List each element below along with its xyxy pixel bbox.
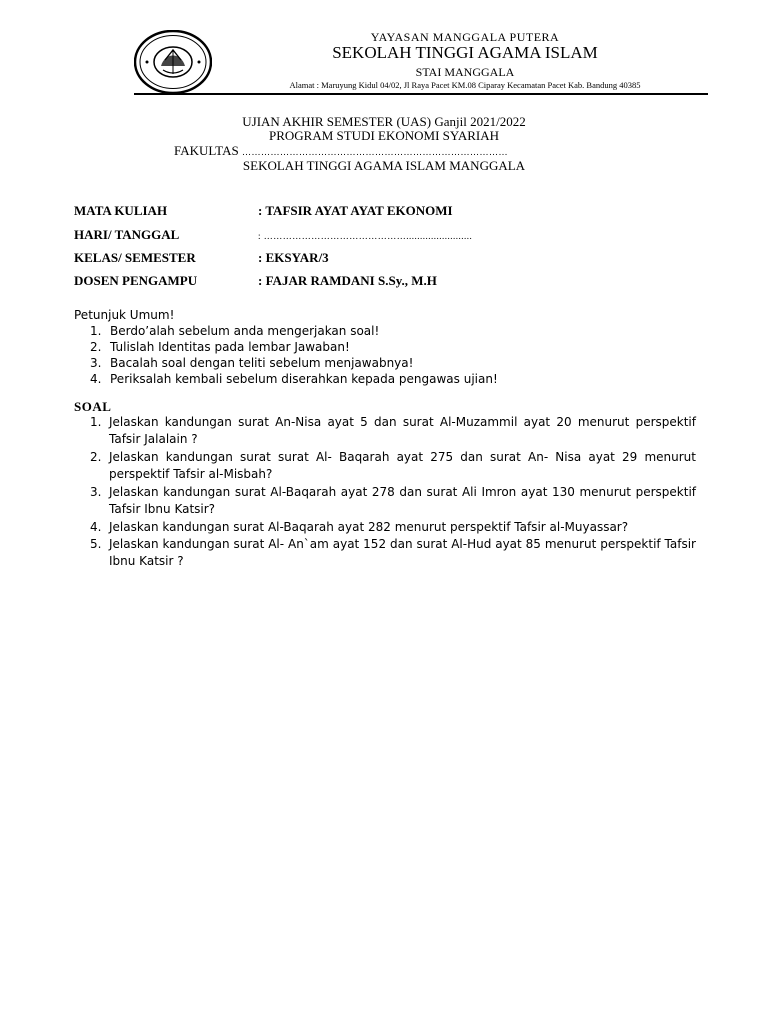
exam-title: UJIAN AKHIR SEMESTER (UAS) Ganjil 2021/2022 [242,114,526,129]
question-number: 3. [90,485,102,499]
question-item [90,449,696,483]
info-label: KELAS/ SEMESTER [74,250,196,265]
faculty-blank: ………………………………………………………………………… [241,147,508,157]
item-text: Periksalah kembali sebelum diserahkan kepada pengawas ujian! [110,372,498,386]
info-label: DOSEN PENGAMPU [74,273,198,288]
item-text: Bacalah soal dengan teliti sebelum menjawabnya! [110,356,414,370]
info-row-date [74,227,472,243]
info-value: : EKSYAR/3 [258,250,329,265]
faculty-label: FAKULTAS [174,143,239,158]
institution-name: SEKOLAH TINGGI AGAMA ISLAM MANGGALA [242,158,526,173]
instruction-item [90,356,413,370]
foundation-name: YAYASAN MANGGALA PUTERA [370,30,560,44]
question-item [90,536,696,570]
letterhead-divider [134,93,708,95]
info-label: MATA KULIAH [74,203,168,218]
question-item [90,519,696,536]
question-text: Jelaskan kandungan surat surat Al- Baqarah ayat 275 dan surat An- Nisa ayat 29 menurut perspektif Tafsir al-Misbah? [109,450,696,481]
instruction-item [90,340,350,354]
question-text: Jelaskan kandungan surat Al-Baqarah ayat 278 dan surat Ali Imron ayat 130 menurut perspektif Tafsir Ibnu Katsir? [109,485,696,516]
school-abbreviation: STAI MANGGALA [415,65,515,79]
school-address: Alamat : Maruyung Kidul 04/02, Jl Raya Pacet KM.08 Ciparay Kecamatan Pacet Kab. Bandung 40385 [289,80,641,90]
info-value: : FAJAR RAMDANI S.Sy., M.H [258,273,437,288]
faculty-line [174,143,508,159]
info-row-course [74,203,453,219]
instruction-item [90,372,498,386]
question-text: Jelaskan kandungan surat Al-Baqarah ayat 282 menurut perspektif Tafsir al-Muyassar? [109,520,629,534]
item-text: Berdo’alah sebelum anda mengerjakan soal! [110,324,380,338]
question-number: 2. [90,450,102,464]
item-number: 4. [90,372,102,386]
question-number: 1. [90,415,102,429]
info-row-class [74,250,329,266]
question-number: 4. [90,520,102,534]
question-item [90,414,696,448]
question-number: 5. [90,537,102,551]
question-text: Jelaskan kandungan surat An-Nisa ayat 5 dan surat Al-Muzammil ayat 20 menurut perspektif Tafsir Jalalain ? [109,415,696,446]
school-seal-logo [134,30,212,94]
info-value: : TAFSIR AYAT AYAT EKONOMI [258,203,453,218]
instructions-title: Petunjuk Umum! [74,308,175,322]
study-program: PROGRAM STUDI EKONOMI SYARIAH [268,128,500,143]
item-number: 3. [90,356,102,370]
info-value: : ………………………………………........................ [258,231,473,241]
item-text: Tulislah Identitas pada lembar Jawaban! [110,340,350,354]
item-number: 2. [90,340,102,354]
item-number: 1. [90,324,102,338]
school-name: SEKOLAH TINGGI AGAMA ISLAM [332,43,598,62]
info-row-lecturer [74,273,437,289]
question-item [90,484,696,518]
info-label: HARI/ TANGGAL [74,227,180,242]
instruction-item [90,324,379,338]
question-text: Jelaskan kandungan surat Al- An`am ayat 152 dan surat Al-Hud ayat 85 menurut perspektif Tafsir Ibnu Katsir ? [109,537,696,568]
questions-title: SOAL [74,399,112,414]
